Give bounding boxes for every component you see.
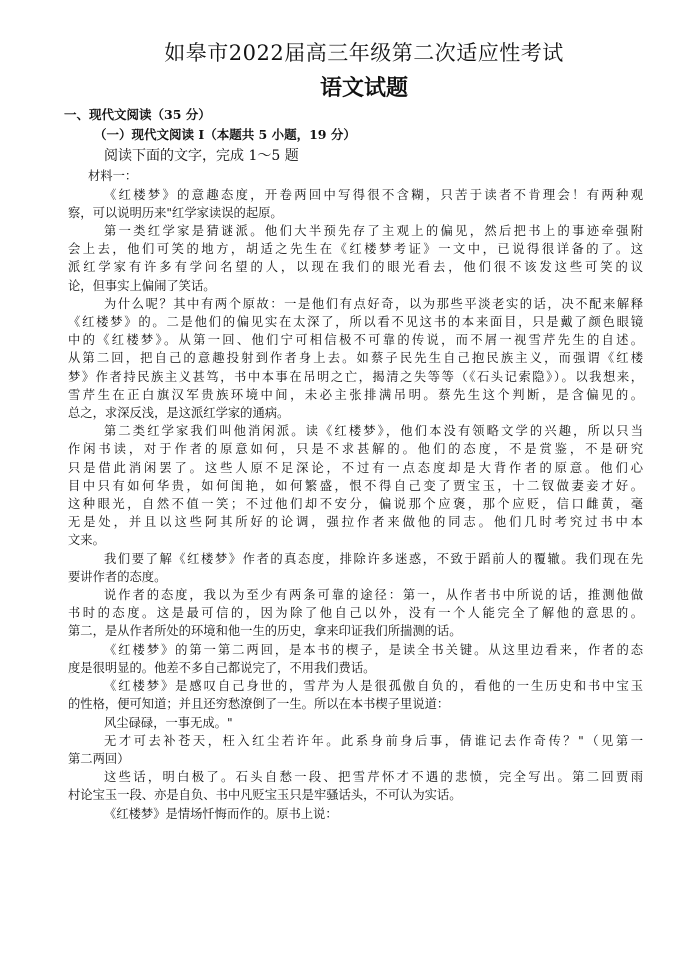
paragraph-line: 说作者的态度，我以为至少有两条可靠的途径：第一，从作者书中所说的话，推测他做 — [104, 588, 643, 603]
paragraph-line: 《红楼梦》是感叹自己身世的，雪芹为人是很孤傲自负的，看他的一生历史和书中宝玉 — [104, 679, 643, 694]
paragraph-line: 无才可去补苍天，枉入红尘若许年。此系身前身后事，倩谁记去作奇传？"（见第一 — [104, 733, 643, 748]
paragraph-line: 从第二回，把自己的意趣投射到作者身上去。如蔡子民先生自己抱民族主义，而强谓《红楼 — [68, 351, 643, 366]
exam-title: 如皋市2022届高三年级第二次适应性考试 — [164, 41, 564, 65]
paragraph-line: 度是很明显的。他差不多自己都说完了，不用我们费话。 — [68, 660, 376, 675]
paragraph-line: 这些话，明白极了。石头自愁一段、把雪芹怀才不遇的悲愤，完全写出。第二回贾雨 — [104, 770, 643, 785]
paragraph — [68, 641, 643, 677]
paragraph-line: 梦》作者持民族主义甚笃，书中本事在吊明之亡，揭清之失等等（《石头记索隐》）。以我想来， — [68, 369, 643, 384]
paragraph-line: 我们要了解《红楼梦》作者的真态度，排除许多迷惑，不致于蹈前人的覆辙。我们现在先 — [104, 551, 643, 566]
paragraph — [68, 732, 643, 768]
quote-line: 风尘碌碌，一事无成。" — [104, 715, 233, 730]
exam-subtitle: 语文试题 — [319, 75, 408, 101]
paragraph-line: 第二两回） — [68, 751, 130, 766]
paragraph-line: 雪芹生在正白旗汉军贵族环境中间，未必主张排满吊明。蔡先生这个判断，是含偏见的。 — [68, 387, 643, 402]
paragraph-line: 书时的态度。这是最可信的，因为除了他自己以外，没有一个人能完全了解他的意思的。 — [68, 606, 643, 621]
paragraph-line: 第二，是从作者所处的环境和他一生的历史，拿来印证我们所揣测的话。 — [68, 624, 462, 639]
paragraph-line: 总之，求深反浅，是这派红学家的通病。 — [68, 406, 290, 421]
paragraph-line: 中的《红楼梦》。从第一回、他们宁可相信极不可靠的传说，而不屑一视雪芹先生的自述。 — [68, 333, 643, 348]
paragraph — [68, 422, 643, 549]
paragraph-line: 察，可以说明历来"红学家读误的起原。 — [68, 205, 283, 220]
paragraph-line: 《红楼梦》的意趣态度，开卷两回中写得很不含糊，只苦于读者不肯理会！有两种观 — [104, 187, 643, 202]
paragraph-line: 第一类红学家是猜谜派。他们大半预先存了主观上的偏见，然后把书上的事迹牵强附 — [104, 224, 643, 239]
paragraph-line: 的性格，便可知道；并且还穷愁潦倒了一生。所以在本书楔子里说道： — [68, 697, 450, 712]
paragraph-line: 作闲书读，对于作者的原意如何，只是不求甚解的。他们的态度，不是赏鉴，不是研究 — [68, 442, 643, 457]
paragraph — [68, 768, 643, 804]
paragraph-line: 《红楼梦》是情场忏悔而作的。原书上说： — [104, 806, 338, 821]
paragraph-line: 派红学家有许多有学问名望的人，以现在我们的眼光看去，他们很不该发这些可笑的议 — [68, 260, 643, 275]
paragraph-line: 要讲作者的态度。 — [68, 569, 167, 584]
paragraph — [68, 586, 643, 641]
section-heading: 一、现代文阅读（35 分） — [64, 107, 211, 122]
paragraph-list-2 — [68, 732, 643, 823]
instruction-text: 阅读下面的文字，完成 1～5 题 — [104, 148, 299, 165]
paragraph-line: 文来。 — [68, 533, 105, 548]
paragraph — [68, 186, 643, 222]
subsection-heading: （一）现代文阅读 I（本题共 5 小题，19 分） — [94, 127, 356, 143]
paragraph-line: 村论宝玉一段、亦是自负、书中凡贬宝玉只是牢骚话头，不可认为实话。 — [68, 788, 462, 803]
paragraph-line: 目中只有如何华贵，如何闺艳，如何繁盛，恨不得自己变了贾宝玉，十二钗做妻妾才好。 — [68, 478, 643, 493]
paragraph-line: 这种眼光，自然不值一笑；不过他们却不安分，偏说那个应褒，那个应贬，信口雌黄，毫 — [68, 497, 643, 512]
paragraph — [68, 805, 643, 823]
paragraph — [68, 295, 643, 422]
paragraph-list — [68, 186, 643, 714]
paragraph-line: 为什么呢？其中有两个原故：一是他们有点好奇，以为那些平淡老实的话，决不配来解释 — [104, 296, 643, 311]
paragraph-line: 只是借此消闲罢了。这些人原不足深论，不过有一点态度却是大背作者的原意。他们心 — [68, 460, 643, 475]
paragraph — [68, 222, 643, 295]
paragraph — [68, 677, 643, 713]
paragraph — [68, 550, 643, 586]
document-body — [64, 106, 643, 823]
material-label: 材料一： — [88, 169, 138, 184]
paragraph-line: 无是处，并且以这些阿其所好的论调，强拉作者来做他的同志。他们几时考究过书中本 — [68, 515, 643, 530]
paragraph-line: 论，但事实上偏闹了笑话。 — [68, 278, 216, 293]
paragraph-line: 《红楼梦》的。二是他们的偏见实在太深了，所以看不见这书的本来面目，只是戴了颜色眼镜 — [68, 315, 643, 330]
paragraph-line: 《红楼梦》的第一第二两回，是本书的楔子，是读全书关键。从这里边看来，作者的态 — [104, 642, 643, 657]
paragraph-line: 第二类红学家我们叫他消闲派。读《红楼梦》，他们本没有领略文学的兴趣，所以只当 — [104, 424, 643, 439]
paragraph-line: 会上去，他们可笑的地方，胡适之先生在《红楼梦考证》一文中，已说得很详备的了。这 — [68, 242, 643, 257]
